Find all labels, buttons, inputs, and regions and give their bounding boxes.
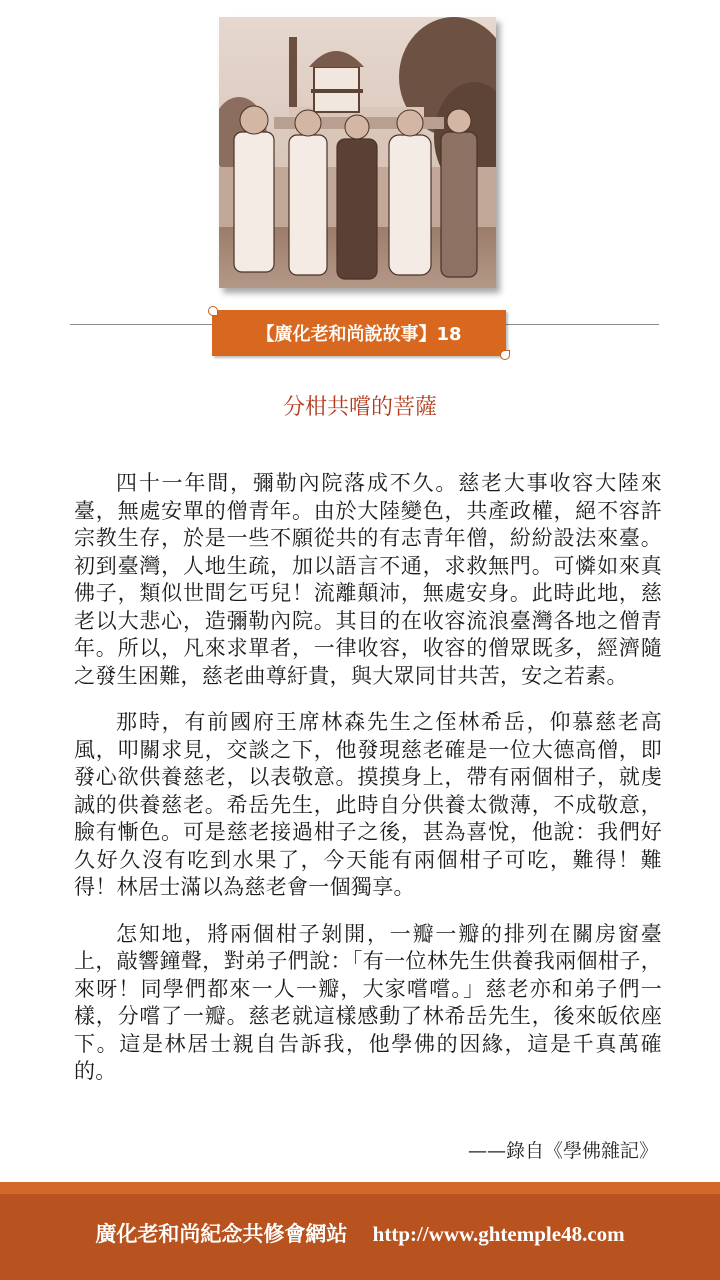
footer-text bbox=[0, 1218, 720, 1248]
source-citation: ——錄自《學佛雜記》 bbox=[467, 1140, 658, 1162]
banner-curl-top-left bbox=[208, 306, 218, 316]
historical-photo bbox=[219, 17, 496, 288]
divider-right bbox=[506, 324, 659, 325]
divider-left bbox=[70, 324, 212, 325]
paragraph: 那時，有前國府王席林森先生之侄林希岳，仰慕慈老高風，叩關求見，交談之下，他發現慈老確是一位大德高僧，即發心欲供養慈老，以表敬意。摸摸身上，帶有兩個柑子，就虔誠的供養慈老。希岳先生，此時自分供養太微薄，不成敬意，臉有慚色。可是慈老接過柑子之後，甚為喜悅，他說：我們好久好久沒有吃到水果了，今天能有兩個柑子可吃，難得！難得！林居士滿以為慈老會一個獨享。 bbox=[74, 710, 662, 899]
footer-site-name: 廣化老和尚紀念共修會網站 bbox=[95, 1221, 348, 1246]
paragraph: 怎知地，將兩個柑子剝開，一瓣一瓣的排列在關房窗臺上，敲響鐘聲，對弟子們說：「有一位林先生供養我兩個柑子，來呀！同學們都來一人一瓣，大家嚐嚐。」慈老亦和弟子們一樣，分嚐了一瓣。慈老就這樣感動了林希岳先生，後來皈依座下。這是林居士親自告訴我，他學佛的因緣，這是千真萬確的。 bbox=[74, 921, 662, 1083]
footer-url-link[interactable]: http://www.ghtemple48.com bbox=[372, 1222, 625, 1246]
series-banner bbox=[212, 310, 506, 356]
series-banner-label: 【廣化老和尚說故事】18 bbox=[256, 324, 462, 345]
footer-accent-line bbox=[0, 1182, 720, 1194]
story-body bbox=[74, 470, 662, 1105]
footer-bar bbox=[0, 1182, 720, 1280]
banner-curl-bottom-right bbox=[500, 350, 510, 360]
story-title: 分柑共嚐的菩薩 bbox=[282, 395, 437, 420]
paragraph: 四十一年間，彌勒內院落成不久。慈老大事收容大陸來臺，無處安單的僧青年。由於大陸變色，共產政權，絕不容許宗教生存，於是一些不願從共的有志青年僧，紛紛設法來臺。初到臺灣，人地生疏，加以語言不通，求救無門。可憐如來真佛子，類似世間乞丐兒！流離顛沛，無處安身。此時此地，慈老以大悲心，造彌勒內院。其目的在收容流浪臺灣各地之僧青年。所以，凡來求單者，一律收容，收容的僧眾既多，經濟隨之發生困難，慈老曲尊紆貴，與大眾同甘共苦，安之若素。 bbox=[74, 471, 662, 688]
